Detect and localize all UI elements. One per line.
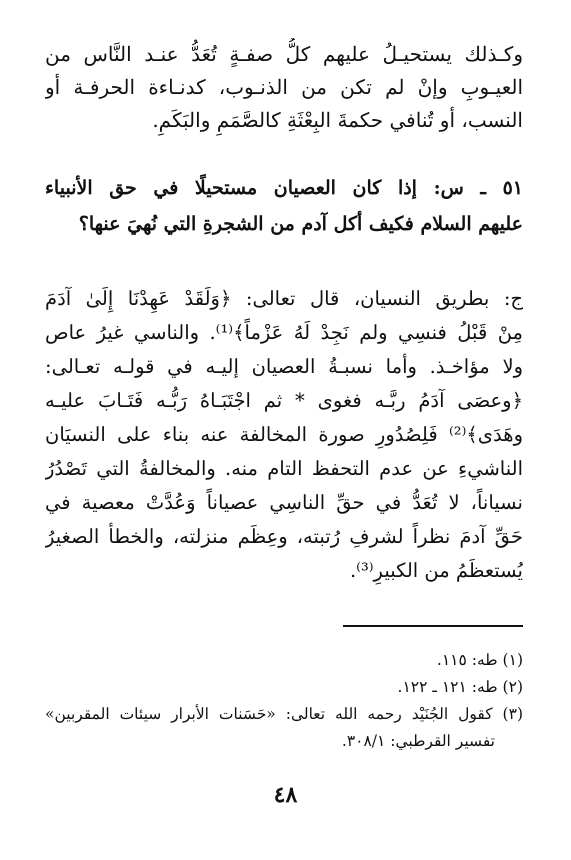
- footnote-separator: [343, 625, 523, 627]
- page-number: ٤٨: [273, 782, 298, 808]
- intro-line: النسب، أو تُنافي حكمةَ البِعْثَةِ كالصَّمَمِ والبَكَمِ.: [152, 108, 523, 132]
- answer-line: حَقِّ آدمَ نظراً لشرفِ رُتبته، وعِظَم منزلته، والخطأ الصغيرُ: [45, 525, 523, 548]
- answer-line: وهَدَى﴾⁽²⁾ فَلِصُدُورِ صورة المخالفة عنه بناء على النسيَان: [45, 423, 523, 446]
- answer-line: ج: بطريق النسيان، قال تعالى: ﴿وَلَقَدْ عَهِدْنَا إِلَىٰ آدَمَ: [45, 287, 523, 310]
- answer-line: الناشيءِ عن عدم التحفظ التام منه. والمخالفةُ التي تَصْدُرُ: [45, 457, 523, 480]
- answer-line: مِنْ قَبْلُ فنسِي ولم نَجِدْ لَهُ عَزْماً﴾⁽¹⁾. والناسي غيرُ عاص: [45, 321, 523, 344]
- intro-line: العيـوبِ وإنْ لم تكن من الذنـوب، كدنـاءة الحرفـة أو: [45, 75, 523, 99]
- question-line: ٥١ ـ س: إذا كان العصيان مستحيلًا في حق الأنبياء: [45, 177, 523, 199]
- answer-line: يُستعظَمُ من الكبيرِ⁽³⁾.: [349, 559, 523, 582]
- intro-line: وكـذلك يستحيـلُ عليهم كلُّ صفـةٍ تُعَدُّ عنـد النَّاس من: [45, 42, 523, 66]
- answer-line: ﴿وعصَى آدَمُ ربَّـه فغوى * ثم اجْتَبَـاهُ رَبُّـه فَتَـابَ عليـه: [45, 389, 523, 412]
- intro-paragraph: [45, 38, 523, 137]
- question-line: عليهم السلام فكيف أكل آدم من الشجرةِ التي نُهيَ عنها؟: [78, 213, 523, 235]
- footnote-continuation: تفسير القرطبي: ٣٠٨/١.: [341, 732, 495, 750]
- footnote-item: (١) طه: ١١٥.: [436, 651, 523, 669]
- answer-line: ولا مؤاخـذ. وأما نسبـةُ العصيان إليـه في قولـه تعـالى:: [45, 355, 523, 378]
- footnote-item: (٣) كقول الجُنَيْد رحمه الله تعالى: «حَسَنات الأبرار سيئات المقربين»: [45, 705, 523, 723]
- footnote-item: (٢) طه: ١٢١ ـ ١٢٢.: [397, 678, 523, 696]
- answer-paragraph: [45, 282, 523, 588]
- question-heading: [45, 170, 523, 242]
- answer-line: نسياناً، لا تُعَدُّ في حقِّ الناسِي عصياناً وَعُدَّتْ معصية في: [45, 491, 523, 514]
- footnotes: [45, 647, 523, 755]
